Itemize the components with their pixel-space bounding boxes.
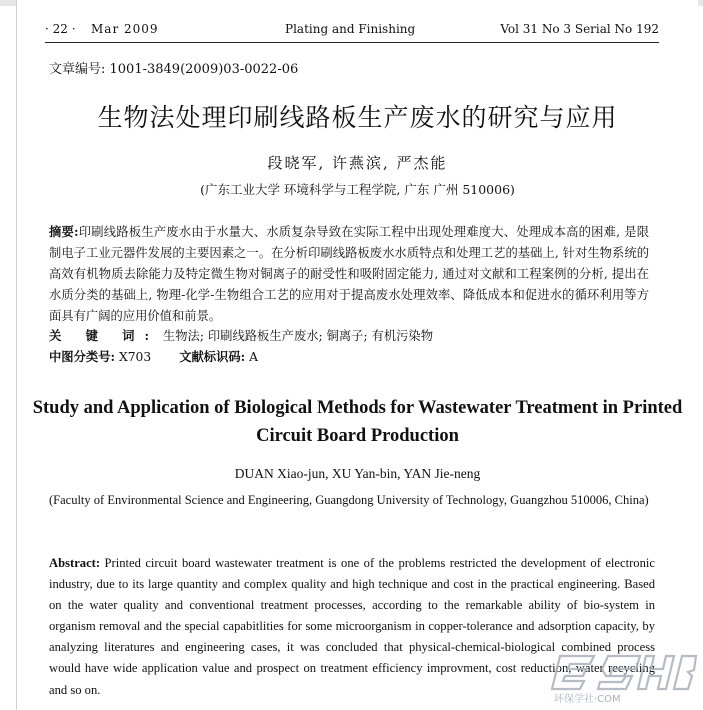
eshb-watermark-logo [548,650,698,706]
clc-label: 中图分类号: [49,349,116,364]
header-date: Mar 2009 [91,22,159,36]
affiliation-chinese: (广东工业大学 环境科学与工程学院, 广东 广州 510006) [200,182,515,197]
affiliation-english: (Faculty of Environmental Science and Engineering, Guangdong University of Technology, Guangzhou 510006, China) [49,493,649,507]
watermark-subtext: 环保学社·COM [554,694,621,705]
title-chinese: 生物法处理印刷线路板生产废水的研究与应用 [97,103,618,132]
doc-code-label: 文献标识码: [179,349,246,364]
abstract-chinese-label: 摘要: [49,224,79,239]
abstract-chinese [49,221,649,327]
title-english: Study and Application of Biological Methods for Wastewater Treatment in Printed Circuit Board Production [32,398,683,446]
document-page [16,0,698,710]
header-issue: Vol 31 No 3 Serial No 192 [500,22,659,36]
abstract-english-label: Abstract: [49,556,101,570]
clc-value: X703 [118,350,152,364]
running-header [45,20,659,43]
keywords-chinese [49,326,433,344]
article-number: 文章编号: 1001-3849(2009)03-0022-06 [49,62,299,77]
authors-chinese: 段晓军, 许燕滨, 严杰能 [267,154,448,172]
keywords-label: 关 键 词: [49,328,159,343]
keywords-text: 生物法; 印刷线路板生产废水; 铜离子; 有机污染物 [162,329,434,343]
authors-english: DUAN Xiao-jun, XU Yan-bin, YAN Jie-neng [234,466,481,481]
header-page-number: · 22 · [45,22,76,36]
header-journal-name: Plating and Finishing [285,22,416,36]
doc-code-value: A [249,350,259,364]
classification-line [49,347,258,365]
abstract-english-text: Printed circuit board wastewater treatment is one of the problems restricted the development of electronic industry, due to its large quantity and complex quality and high technique and cost in the practical engineering. Based on the water quality and conventional treatment processes, according to the remarkable ability of bio-system in organism removal and the special capabitlities for some microorganism in copper-tolerance and adsorption capacity, by analyzing literatures and engineering cases, it was concluded that physical-chemical-biological combined process would have wide application value and prospect on treatment efficiency improvment, cost reduction, water recycling and so on. [49,556,655,697]
abstract-chinese-text: 印刷线路板生产废水由于水量大、水质复杂导致在实际工程中出现处理难度大、处理成本高的困难, 是限制电子工业元器件发展的主要因素之一。在分析印刷线路板废水水质特点和处理工艺的基础上, 针对生物系统的高效有机物质去除能力及特定微生物对铜离子的耐受性和吸附固定能力, 通过对文献和工程案例的分析, 提出在水质分类的基础上, 物理-化学-生物组合工艺的应用对于提高废水处理效率、降低成本和促进水的循环利用等方面具有广阔的应用价值和前景。 [49,225,649,324]
